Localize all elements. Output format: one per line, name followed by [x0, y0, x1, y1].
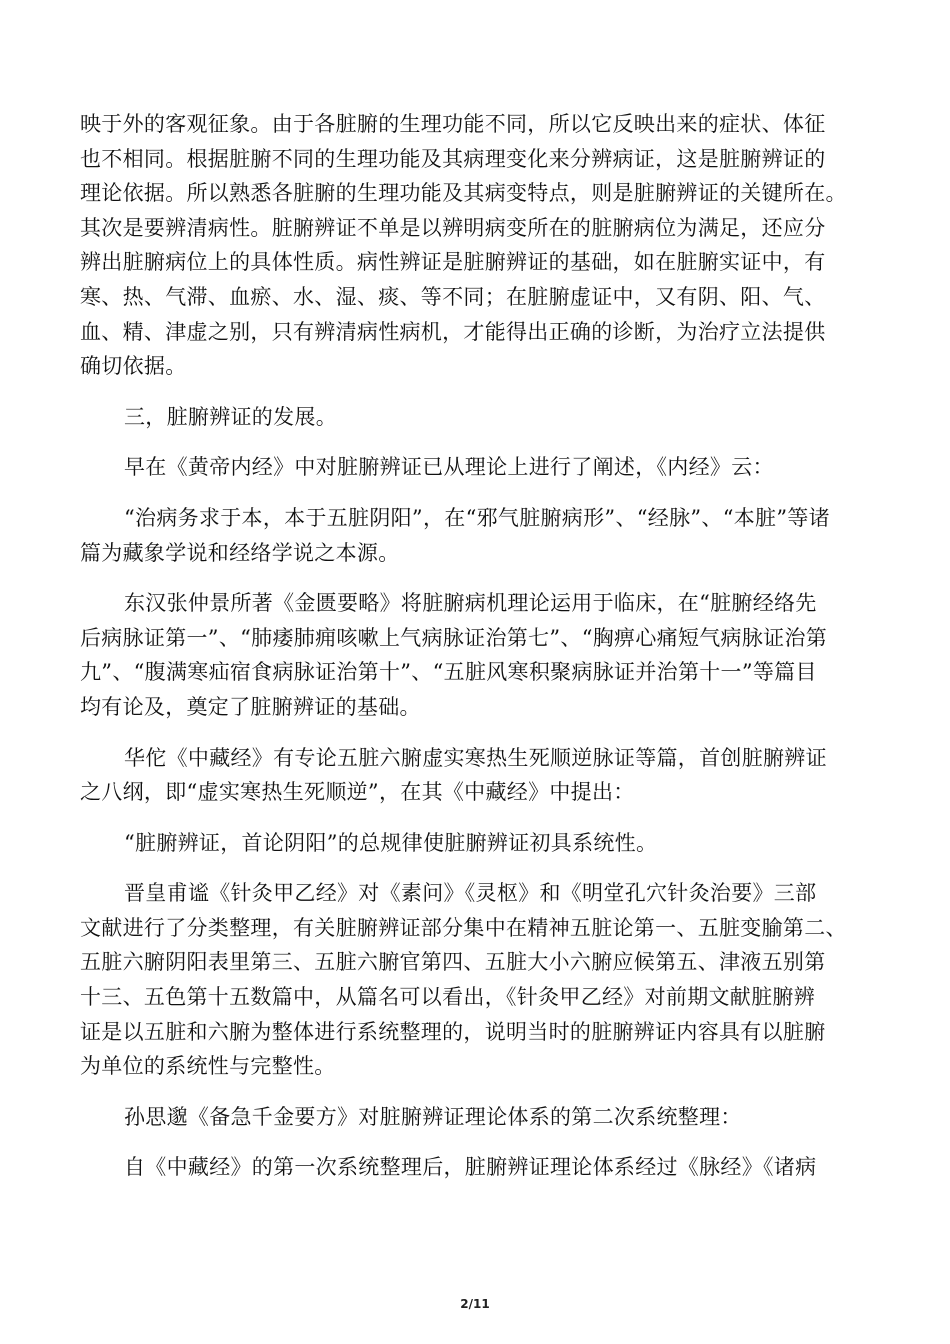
text-line: 后病脉证第一”、“肺痿肺痈咳嗽上气病脉证治第七”、“胸痹心痛短气病脉证治第	[80, 625, 828, 650]
text-line: 之八纲，即“虚实寒热生死顺逆”，在其《中藏经》中提出：	[80, 780, 635, 805]
paragraph-gap	[80, 1134, 870, 1150]
paragraph-gap	[80, 860, 870, 876]
paragraph-gap	[80, 485, 870, 501]
paragraph-gap	[80, 570, 870, 586]
text-line: 寒、热、气滞、血瘀、水、湿、痰、等不同；在脏腑虚证中，又有阴、阳、气、	[80, 284, 826, 309]
paragraph	[80, 876, 870, 1084]
text-line: 理论依据。所以熟悉各脏腑的生理功能及其病变特点，则是脏腑辨证的关键所在。	[80, 181, 847, 206]
text-line: “治病务求于本，本于五脏阴阳”，在“邪气脏腑病形”、“经脉”、“本脏”等诸	[124, 505, 830, 530]
text-line: 五脏六腑阴阳表里第三、五脏六腑官第四、五脏大小六腑应候第五、津液五别第	[80, 950, 826, 975]
text-line: 早在《黄帝内经》中对脏腑辨证已从理论上进行了阐述，《内经》云：	[124, 455, 774, 480]
paragraph	[80, 586, 870, 724]
text-line: 自《中藏经》的第一次系统整理后，脏腑辨证理论体系经过《脉经》《诸病	[124, 1155, 817, 1180]
paragraph-gap	[80, 725, 870, 741]
text-line: 为单位的系统性与完整性。	[80, 1054, 336, 1079]
text-line: 文献进行了分类整理，有关脏腑辨证部分集中在精神五脏论第一、五脏变腧第二、	[80, 915, 847, 940]
text-line: 证是以五脏和六腑为整体进行系统整理的，说明当时的脏腑辨证内容具有以脏腑	[80, 1019, 826, 1044]
paragraph	[80, 400, 870, 435]
text-line: 血、精、津虚之别，只有辨清病性病机，才能得出正确的诊断，为治疗立法提供	[80, 319, 826, 344]
paragraph	[80, 450, 870, 485]
paragraph	[80, 826, 870, 861]
text-line: 辨出脏腑病位上的具体性质。病性辨证是脏腑辨证的基础，如在脏腑实证中，有	[80, 250, 826, 275]
paragraph	[80, 1100, 870, 1135]
text-line: 篇为藏象学说和经络学说之本源。	[80, 540, 400, 565]
paragraph-gap	[80, 434, 870, 450]
paragraph-gap	[80, 384, 870, 400]
text-line: 东汉张仲景所著《金匮要略》将脏腑病机理论运用于临床，在“脏腑经络先	[124, 591, 817, 616]
text-line: 其次是要辨清病性。脏腑辨证不单是以辨明病变所在的脏腑病位为满足，还应分	[80, 215, 826, 240]
paragraph	[80, 107, 870, 384]
paragraph	[80, 741, 870, 810]
paragraph-gap	[80, 1084, 870, 1100]
text-line: 晋皇甫谧《针灸甲乙经》对《素问》《灵枢》和《明堂孔穴针灸治要》三部	[124, 881, 817, 906]
page-number: 2/11	[460, 1297, 490, 1311]
text-line: 均有论及，奠定了脏腑辨证的基础。	[80, 694, 421, 719]
document-body	[80, 107, 870, 1185]
text-line: 孙思邈《备急千金要方》对脏腑辨证理论体系的第二次系统整理：	[124, 1104, 742, 1129]
text-line: 也不相同。根据脏腑不同的生理功能及其病理变化来分辨病证，这是脏腑辨证的	[80, 146, 826, 171]
text-line: 确切依据。	[80, 354, 187, 379]
text-line: 三，脏腑辨证的发展。	[124, 404, 337, 429]
paragraph	[80, 501, 870, 570]
paragraph-gap	[80, 810, 870, 826]
text-line: 映于外的客观征象。由于各脏腑的生理功能不同，所以它反映出来的症状、体征	[80, 112, 826, 136]
text-line: “脏腑辨证，首论阴阳”的总规律使脏腑辨证初具系统性。	[124, 830, 658, 855]
text-line: 华佗《中藏经》有专论五脏六腑虚实寒热生死顺逆脉证等篇，首创脏腑辨证	[124, 745, 827, 770]
text-line: 九”、“腹满寒疝宿食病脉证治第十”、“五脏风寒积聚病脉证并治第十一”等篇目	[80, 660, 817, 685]
text-line: 十三、五色第十五数篇中，从篇名可以看出，《针灸甲乙经》对前期文献脏腑辨	[80, 985, 815, 1010]
paragraph	[80, 1150, 870, 1185]
